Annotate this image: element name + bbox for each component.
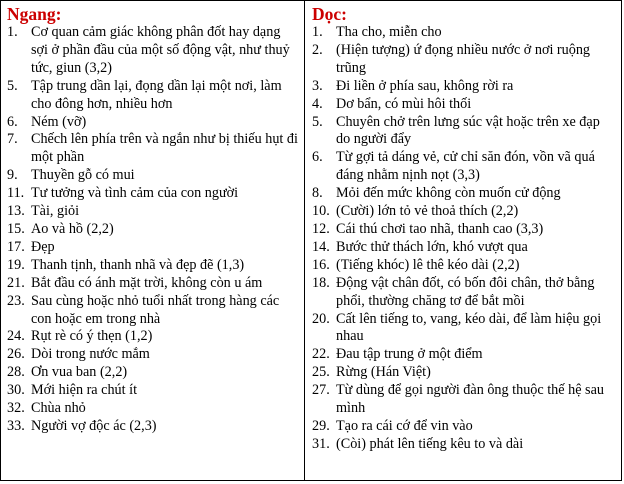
clue-text: Cái thú chơi tao nhã, thanh cao (3,3) xyxy=(336,220,544,237)
clue-number: 10. xyxy=(312,203,330,220)
clue-number: 30. xyxy=(7,382,25,399)
clue-text: Sau cùng hoặc nhỏ tuổi nhất trong hàng các con hoặc em trong nhà xyxy=(31,292,280,327)
clue-text: (Tiếng khóc) lê thê kéo dài (2,2) xyxy=(336,256,520,273)
clue-item xyxy=(7,167,300,185)
clue-item xyxy=(312,364,617,382)
clue-number: 32. xyxy=(7,400,25,417)
clue-number: 1. xyxy=(7,24,18,40)
clue-text: Cơ quan cảm giác không phân đốt hay dạng sợi ở phần đầu của một số động vật, như thuỷ tức, giun (3,2) xyxy=(31,24,290,76)
clue-item xyxy=(312,436,617,454)
clue-number: 27. xyxy=(312,382,330,399)
across-clue-list xyxy=(7,24,300,436)
clue-number: 9. xyxy=(7,167,18,184)
down-heading: Dọc: xyxy=(312,4,347,24)
clue-item xyxy=(7,203,300,221)
down-column xyxy=(305,1,621,480)
clue-item xyxy=(7,328,300,346)
clue-text: Tư tưởng và tình cảm của con người xyxy=(31,185,239,202)
clue-number: 12. xyxy=(312,220,330,237)
clue-item xyxy=(312,239,617,257)
clue-item xyxy=(7,24,300,78)
clue-text: Tài, giỏi xyxy=(31,203,80,220)
clue-item xyxy=(7,275,300,293)
clue-item xyxy=(312,42,617,78)
clue-number: 13. xyxy=(7,203,25,220)
clue-number: 20. xyxy=(312,310,330,327)
clue-text: Dơ bẩn, có mùi hôi thối xyxy=(336,95,472,112)
clue-item xyxy=(312,346,617,364)
clue-number: 6. xyxy=(7,113,18,130)
clue-text: Chuyên chở trên lưng súc vật hoặc trên xe đạp do người đẩy xyxy=(336,113,600,148)
clue-number: 18. xyxy=(312,274,330,291)
clue-item xyxy=(312,78,617,96)
clue-text: Mỏi đến mức không còn muốn cử động xyxy=(336,185,561,202)
clue-text: Động vật chân đốt, có bốn đôi chân, thở bằng phổi, thường chăng tơ để bắt mồi xyxy=(336,274,595,309)
clue-item xyxy=(7,114,300,132)
clue-item xyxy=(312,221,617,239)
across-heading: Ngang: xyxy=(7,4,62,24)
clue-number: 2. xyxy=(312,41,323,58)
across-column xyxy=(1,1,305,480)
clue-number: 21. xyxy=(7,274,25,291)
clue-text: Ném (vỡ) xyxy=(31,113,87,130)
clue-number: 1. xyxy=(312,24,323,40)
clue-text: Chùa nhỏ xyxy=(31,400,86,417)
clue-text: Tạo ra cái cớ để vin vào xyxy=(336,417,473,434)
clue-text: Đẹp xyxy=(31,238,55,255)
clue-item xyxy=(312,185,617,203)
clue-item xyxy=(312,257,617,275)
clue-number: 5. xyxy=(7,77,18,94)
clue-item xyxy=(7,78,300,114)
clue-text: Tha cho, miễn cho xyxy=(336,24,442,40)
clue-number: 26. xyxy=(7,346,25,363)
clue-number: 3. xyxy=(312,77,323,94)
clue-number: 14. xyxy=(312,238,330,255)
clue-number: 17. xyxy=(7,238,25,255)
down-clue-list xyxy=(312,24,617,454)
clue-number: 4. xyxy=(312,95,323,112)
clue-number: 28. xyxy=(7,364,25,381)
clue-item xyxy=(312,275,617,311)
clue-item xyxy=(312,24,617,42)
clue-item xyxy=(312,149,617,185)
clue-text: (Hiện tượng) ứ đọng nhiều nước ở nơi ruộng trũng xyxy=(336,41,591,76)
clue-number: 19. xyxy=(7,256,25,273)
clue-item xyxy=(7,293,300,329)
clue-item xyxy=(7,131,300,167)
clue-text: Ao và hồ (2,2) xyxy=(31,220,114,237)
clue-text: Đi liền ở phía sau, không rời ra xyxy=(336,77,514,94)
clue-number: 7. xyxy=(7,131,18,148)
clue-item xyxy=(7,239,300,257)
clue-number: 29. xyxy=(312,417,330,434)
clue-text: Bắt đầu có ánh mặt trời, không còn u ám xyxy=(31,274,263,291)
clue-text: Người vợ độc ác (2,3) xyxy=(31,417,157,434)
clue-text: Bước thử thách lớn, khó vượt qua xyxy=(336,238,528,255)
clue-text: Cất lên tiếng to, vang, kéo dài, để làm hiệu gọi nhau xyxy=(336,310,602,345)
clue-text: Thuyền gỗ có mui xyxy=(31,167,135,184)
clue-text: Tập trung dần lại, đọng dần lại một nơi, làm cho đông hơn, nhiều hơn xyxy=(31,77,282,112)
clue-item xyxy=(7,382,300,400)
clue-number: 23. xyxy=(7,292,25,309)
clue-text: Mới hiện ra chút ít xyxy=(31,382,138,399)
clue-text: Dòi trong nước mắm xyxy=(31,346,150,363)
clue-number: 22. xyxy=(312,346,330,363)
clue-text: (Cười) lớn tỏ vẻ thoả thích (2,2) xyxy=(336,203,519,220)
clue-number: 31. xyxy=(312,435,330,452)
clue-text: Từ gợi tả dáng vẻ, cử chỉ săn đón, vồn vã quá đáng nhằm nịnh nọt (3,3) xyxy=(336,149,595,184)
clue-item xyxy=(312,96,617,114)
clue-text: Rừng (Hán Việt) xyxy=(336,364,431,381)
clue-item xyxy=(312,114,617,150)
clue-text: Chếch lên phía trên và ngắn như bị thiếu hụt đi một phần xyxy=(31,131,298,166)
clue-number: 15. xyxy=(7,220,25,237)
clue-item xyxy=(7,418,300,436)
clue-item xyxy=(7,346,300,364)
clue-item xyxy=(7,364,300,382)
clue-text: Rụt rè có ý thẹn (1,2) xyxy=(31,328,153,345)
clue-number: 33. xyxy=(7,417,25,434)
clue-number: 24. xyxy=(7,328,25,345)
clue-text: Ơn vua ban (2,2) xyxy=(31,364,128,381)
clue-number: 6. xyxy=(312,149,323,166)
clue-number: 5. xyxy=(312,113,323,130)
clue-text: Từ dùng để gọi người đàn ông thuộc thế hệ sau mình xyxy=(336,382,604,417)
clue-text: (Còi) phát lên tiếng kêu to và dài xyxy=(336,435,524,452)
clue-item xyxy=(312,311,617,347)
clue-item xyxy=(7,185,300,203)
clue-text: Thanh tịnh, thanh nhã và đẹp đẽ (1,3) xyxy=(31,256,245,273)
clue-item xyxy=(7,221,300,239)
clue-item xyxy=(312,418,617,436)
clue-number: 8. xyxy=(312,185,323,202)
clue-text: Đau tập trung ở một điểm xyxy=(336,346,483,363)
clue-item xyxy=(312,203,617,221)
clue-item xyxy=(7,400,300,418)
clue-item xyxy=(312,382,617,418)
clue-number: 11. xyxy=(7,185,25,202)
clue-item xyxy=(7,257,300,275)
clue-number: 25. xyxy=(312,364,330,381)
clue-number: 16. xyxy=(312,256,330,273)
